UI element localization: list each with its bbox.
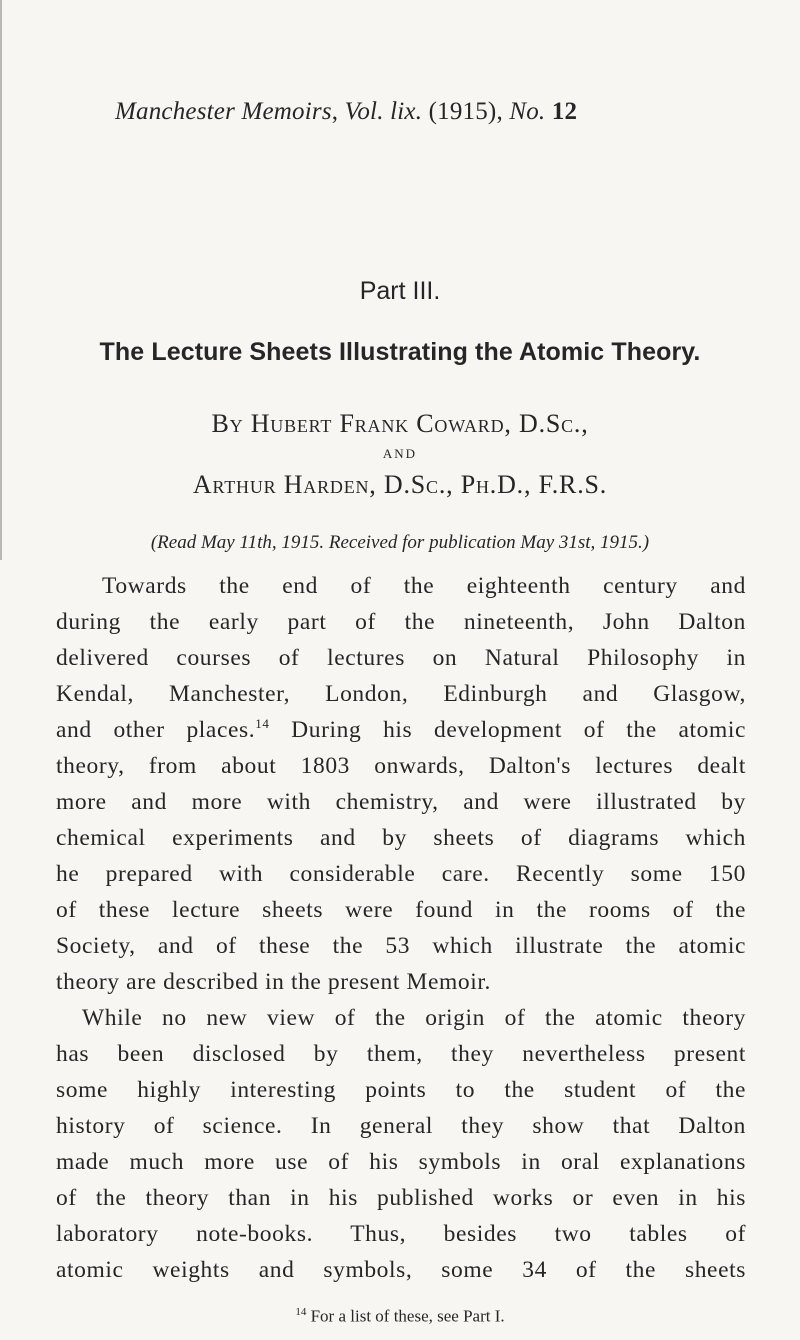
issue-number: 12 [551,98,578,125]
body-line: laboratory note-books. Thus, besides two tables of [56,1221,746,1247]
body-line: during the early part of the nineteenth, John Dalton [56,609,746,635]
body-line: some highly interesting points to the student of the [56,1077,746,1103]
footnote-text: For a list of these, see Part I. [306,1306,505,1326]
body-line-text: and other places. [56,717,256,743]
body-line: While no new view of the origin of the atomic theory [82,1005,746,1031]
volume: Vol. lix. [344,98,423,125]
body-line: Society, and of these the 53 which illustrate the atomic [56,933,746,959]
body-line: atomic weights and symbols, some 34 of the sheets [56,1257,746,1283]
body-line: Towards the end of the eighteenth century and [102,573,746,599]
body-line: of these lecture sheets were found in the rooms of the [56,897,746,923]
number-label: No. [509,98,546,125]
body-line [56,717,746,753]
year: (1915), [428,98,503,125]
body-line: made much more use of his symbols in oral explanations [56,1149,746,1175]
body-line: theory are described in the present Memoir. [56,969,491,995]
author-conjunction: AND [382,446,418,461]
footnote-ref: 14 [255,716,270,732]
footnote [0,1306,800,1327]
body-line: Kendal, Manchester, London, Edinburgh and Glasgow, [56,681,746,707]
read-received-note: (Read May 11th, 1915. Received for publication May 31st, 1915.) [150,532,650,553]
footnote-marker: 14 [295,1306,307,1318]
author-line-2: Arthur Harden, D.Sc., Ph.D., F.R.S. [192,470,608,499]
body-line: history of science. In general they show that Dalton [56,1113,746,1139]
body-line: has been disclosed by them, they nevertheless present [56,1041,746,1067]
body-line: more and more with chemistry, and were illustrated by [56,789,746,815]
part-heading: Part III. [359,277,441,305]
body-line: theory, from about 1803 onwards, Dalton's lectures dealt [56,753,746,779]
author-line-1: By Hubert Frank Coward, D.Sc., [211,409,589,438]
body-line: chemical experiments and by sheets of diagrams which [56,825,746,851]
paper-title: The Lecture Sheets Illustrating the Atomic Theory. [99,338,701,366]
body-line: of the theory than in his published works or even in his [56,1185,746,1211]
body-line: delivered courses of lectures on Natural Philosophy in [56,645,746,671]
running-header: Manchester Memoirs, Vol. lix. (1915), No. 12 [115,98,578,125]
journal-name: Manchester Memoirs [115,98,332,125]
body-line-text: During his development of the atomic [269,717,746,743]
body-line: he prepared with considerable care. Recently some 150 [56,861,746,887]
